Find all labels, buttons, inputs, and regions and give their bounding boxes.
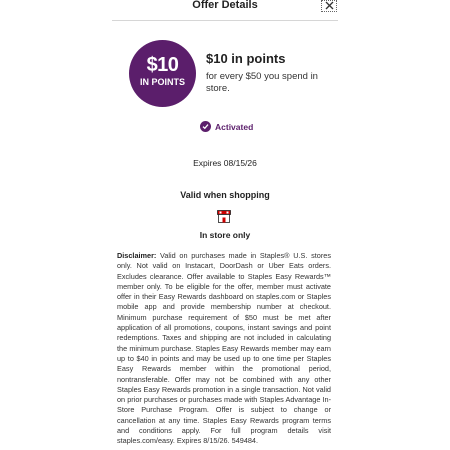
disclaimer	[117, 251, 331, 447]
expiration-date: Expires 08/15/26	[193, 158, 257, 168]
badge-amount: $10	[146, 54, 179, 76]
disclaimer-label: Disclaimer:	[117, 251, 157, 260]
activated-label: Activated	[215, 121, 254, 132]
badge-subtitle: IN POINTS	[139, 77, 185, 87]
close-icon	[325, 0, 334, 15]
check-circle-icon	[200, 121, 211, 132]
close-button[interactable]	[321, 0, 337, 12]
offer-description: for every $50 you spend in store.	[206, 71, 318, 94]
valid-when-shopping-heading: Valid when shopping	[180, 190, 270, 200]
page-title: Offer Details	[192, 0, 258, 11]
offer-title: $10 in points	[206, 51, 286, 66]
offer-details-header	[112, 0, 338, 21]
disclaimer-text: Valid on purchases made in Staples® U.S. stores only. Not valid on Instacart, DoorDash or Uber Eats orders. Excludes clearance. Offer available to Staples Easy Rewards™ member only. To be eligible for the offer, member must activate offer in their Easy Rewards dashboard on staples.com or Staples mobile app and provide membership number at checkout. Minimum purchase requirement of $50 must be met after application of all promotions, coupons, instant savings and point redemptions. Taxes and shipping are not included in calculating the minimum purchase. Staples Easy Rewards member may earn up to $40 in points and may be used up to one time per Staples Easy Rewards member within the promotional period, nontransferable. Offer may not be combined with any other Staples Easy Rewards promotion in a single transaction. Not valid on prior purchases or purchases made with Staples Advantage In-Store Purchase Program. Offer is subject to change or cancellation at any time. Staples Easy Rewards program terms and conditions apply. For full program details visit staples.com/easy. Expires 8/15/26. 549484.	[117, 251, 331, 446]
in-store-only-label: In store only	[199, 230, 251, 240]
offer-badge	[129, 40, 196, 107]
activated-status	[200, 121, 253, 132]
store-icon	[217, 210, 231, 223]
